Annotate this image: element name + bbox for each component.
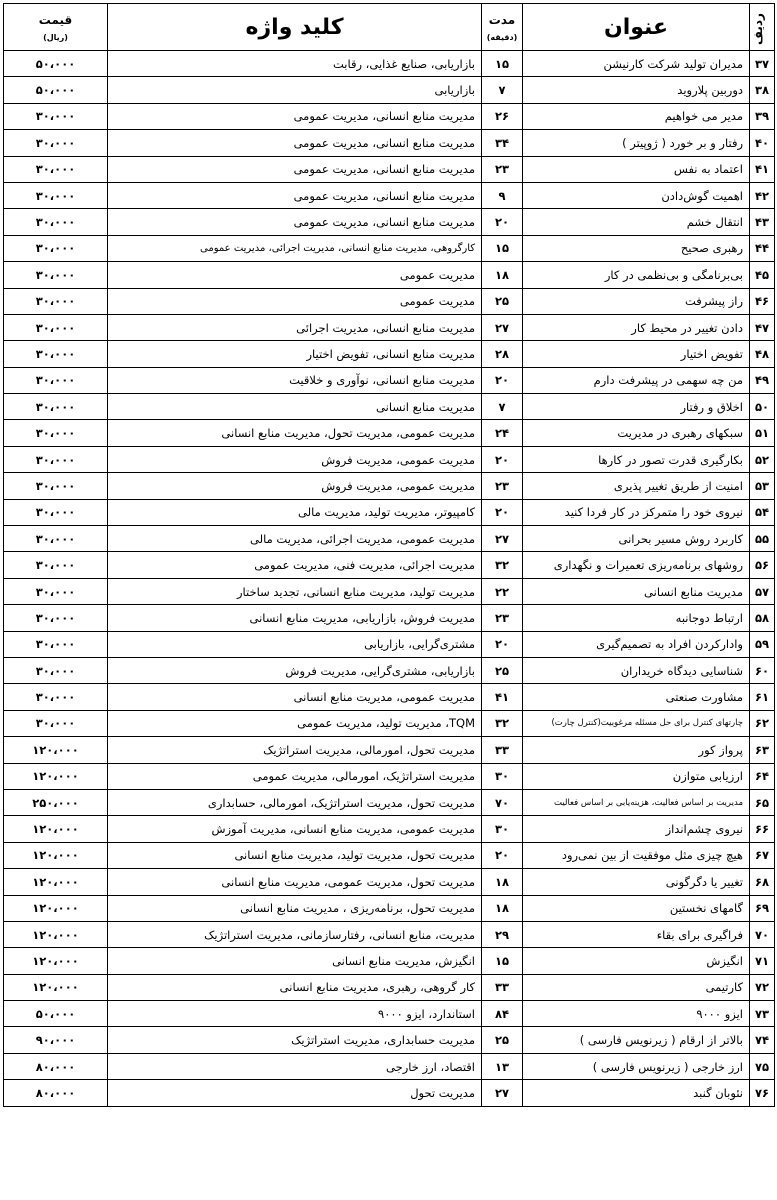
table-row bbox=[4, 710, 775, 736]
row-keywords: بازاریابی، مشتری‌گرایی، مدیریت فروش bbox=[108, 657, 482, 683]
row-price: ۱۲۰،۰۰۰ bbox=[4, 737, 108, 763]
row-index: ۵۷ bbox=[750, 578, 775, 604]
row-index: ۶۵ bbox=[750, 789, 775, 815]
row-keywords: مدیریت عمومی، مدیریت منابع انسانی، مدیریت آموزش bbox=[108, 816, 482, 842]
table-row bbox=[4, 314, 775, 340]
row-price: ۳۰،۰۰۰ bbox=[4, 262, 108, 288]
row-index: ۴۵ bbox=[750, 262, 775, 288]
row-price: ۳۰،۰۰۰ bbox=[4, 103, 108, 129]
row-keywords: مدیریت منابع انسانی، مدیریت اجرائی bbox=[108, 314, 482, 340]
row-index: ۶۶ bbox=[750, 816, 775, 842]
row-duration: ۲۷ bbox=[482, 526, 523, 552]
table-row bbox=[4, 473, 775, 499]
row-index: ۳۹ bbox=[750, 103, 775, 129]
table-row bbox=[4, 182, 775, 208]
row-duration: ۲۳ bbox=[482, 156, 523, 182]
row-price: ۳۰،۰۰۰ bbox=[4, 182, 108, 208]
row-title: پرواز کور bbox=[523, 737, 750, 763]
row-duration: ۱۸ bbox=[482, 895, 523, 921]
row-duration: ۳۰ bbox=[482, 816, 523, 842]
row-duration: ۲۴ bbox=[482, 420, 523, 446]
row-index: ۶۷ bbox=[750, 842, 775, 868]
row-index: ۵۴ bbox=[750, 499, 775, 525]
row-title: ایزو ۹۰۰۰ bbox=[523, 1001, 750, 1027]
catalog-sheet bbox=[3, 3, 774, 1197]
row-duration: ۳۰ bbox=[482, 763, 523, 789]
row-index: ۵۸ bbox=[750, 605, 775, 631]
row-price: ۳۰،۰۰۰ bbox=[4, 631, 108, 657]
table-row bbox=[4, 130, 775, 156]
row-index: ۴۸ bbox=[750, 341, 775, 367]
row-duration: ۲۰ bbox=[482, 631, 523, 657]
header-duration-label: مدت bbox=[488, 12, 516, 27]
row-title: من چه سهمی در پیشرفت دارم bbox=[523, 367, 750, 393]
row-price: ۳۰،۰۰۰ bbox=[4, 420, 108, 446]
row-price: ۳۰،۰۰۰ bbox=[4, 605, 108, 631]
row-duration: ۱۸ bbox=[482, 262, 523, 288]
row-title: ارتباط دوجانبه bbox=[523, 605, 750, 631]
row-title: روشهای برنامه‌ریزی تعمیرات و نگهداری bbox=[523, 552, 750, 578]
row-duration: ۴۱ bbox=[482, 684, 523, 710]
table-row bbox=[4, 552, 775, 578]
row-keywords: مدیریت اجرائی، مدیریت فنی، مدیریت عمومی bbox=[108, 552, 482, 578]
row-duration: ۲۳ bbox=[482, 605, 523, 631]
row-title: مدیر می خواهیم bbox=[523, 103, 750, 129]
row-duration: ۲۶ bbox=[482, 103, 523, 129]
row-index: ۵۰ bbox=[750, 394, 775, 420]
table-row bbox=[4, 262, 775, 288]
table-row bbox=[4, 816, 775, 842]
row-keywords: مدیریت عمومی bbox=[108, 262, 482, 288]
row-keywords: مدیریت منابع انسانی، مدیریت عمومی bbox=[108, 103, 482, 129]
row-title: انتقال خشم bbox=[523, 209, 750, 235]
row-index: ۴۴ bbox=[750, 235, 775, 261]
row-duration: ۸۴ bbox=[482, 1001, 523, 1027]
row-title: چارتهای کنترل برای حل مسئله مرغوبیت(کنترل چارت) bbox=[523, 710, 750, 736]
header-duration-unit: (دقیقه) bbox=[486, 32, 518, 42]
row-duration: ۲۰ bbox=[482, 446, 523, 472]
row-index: ۴۶ bbox=[750, 288, 775, 314]
row-duration: ۲۳ bbox=[482, 473, 523, 499]
row-title: امنیت از طریق تغییر پذیری bbox=[523, 473, 750, 499]
row-title: ارز خارجی ( زیرنویس فارسی ) bbox=[523, 1053, 750, 1079]
row-index: ۵۹ bbox=[750, 631, 775, 657]
row-title: دادن تغییر در محیط کار bbox=[523, 314, 750, 340]
table-row bbox=[4, 1080, 775, 1106]
row-duration: ۲۲ bbox=[482, 578, 523, 604]
row-price: ۳۰،۰۰۰ bbox=[4, 341, 108, 367]
header-row bbox=[4, 4, 775, 51]
row-keywords: مدیریت منابع انسانی، مدیریت عمومی bbox=[108, 130, 482, 156]
row-index: ۶۸ bbox=[750, 869, 775, 895]
row-title: دوربین پلاروید bbox=[523, 77, 750, 103]
catalog-table bbox=[3, 3, 775, 1107]
table-row bbox=[4, 394, 775, 420]
row-index: ۶۱ bbox=[750, 684, 775, 710]
table-row bbox=[4, 737, 775, 763]
row-index: ۴۰ bbox=[750, 130, 775, 156]
row-price: ۸۰،۰۰۰ bbox=[4, 1080, 108, 1106]
table-row bbox=[4, 684, 775, 710]
row-keywords: مدیریت منابع انسانی، نوآوری و خلاقیت bbox=[108, 367, 482, 393]
row-keywords: کارگروهی، مدیریت منابع انسانی، مدیریت اجرائی، مدیریت عمومی bbox=[108, 235, 482, 261]
row-price: ۱۲۰،۰۰۰ bbox=[4, 895, 108, 921]
row-price: ۱۲۰،۰۰۰ bbox=[4, 816, 108, 842]
row-title: سبکهای رهبری در مدیریت bbox=[523, 420, 750, 446]
table-row bbox=[4, 763, 775, 789]
row-price: ۱۲۰،۰۰۰ bbox=[4, 948, 108, 974]
row-keywords: مدیریت عمومی، مدیریت تحول، مدیریت منابع انسانی bbox=[108, 420, 482, 446]
table-row bbox=[4, 605, 775, 631]
table-row bbox=[4, 895, 775, 921]
row-duration: ۳۴ bbox=[482, 130, 523, 156]
row-price: ۵۰،۰۰۰ bbox=[4, 51, 108, 77]
row-index: ۷۵ bbox=[750, 1053, 775, 1079]
row-price: ۵۰،۰۰۰ bbox=[4, 77, 108, 103]
row-keywords: مدیریت منابع انسانی، مدیریت عمومی bbox=[108, 156, 482, 182]
row-duration: ۹ bbox=[482, 182, 523, 208]
row-title: مشاورت صنعتی bbox=[523, 684, 750, 710]
row-duration: ۱۵ bbox=[482, 948, 523, 974]
row-duration: ۲۰ bbox=[482, 367, 523, 393]
row-keywords: مدیریت حسابداری، مدیریت استراتژیک bbox=[108, 1027, 482, 1053]
row-duration: ۱۸ bbox=[482, 869, 523, 895]
row-title: گامهای نخستین bbox=[523, 895, 750, 921]
row-keywords: مدیریت عمومی bbox=[108, 288, 482, 314]
row-price: ۳۰،۰۰۰ bbox=[4, 288, 108, 314]
row-title: انگیزش bbox=[523, 948, 750, 974]
row-title: تفویض اختیار bbox=[523, 341, 750, 367]
row-keywords: مدیریت عمومی، مدیریت منابع انسانی bbox=[108, 684, 482, 710]
header-price bbox=[4, 4, 108, 51]
row-keywords: مدیریت تولید، مدیریت منابع انسانی، تجدید ساختار bbox=[108, 578, 482, 604]
header-index: ردیف bbox=[750, 4, 775, 51]
row-price: ۱۲۰،۰۰۰ bbox=[4, 842, 108, 868]
table-row bbox=[4, 842, 775, 868]
row-keywords: بازاریابی، صنایع غذایی، رقابت bbox=[108, 51, 482, 77]
table-row bbox=[4, 235, 775, 261]
row-price: ۳۰،۰۰۰ bbox=[4, 710, 108, 736]
row-index: ۷۶ bbox=[750, 1080, 775, 1106]
row-index: ۶۹ bbox=[750, 895, 775, 921]
table-row bbox=[4, 103, 775, 129]
row-keywords: انگیزش، مدیریت منابع انسانی bbox=[108, 948, 482, 974]
row-duration: ۱۵ bbox=[482, 235, 523, 261]
row-price: ۱۲۰،۰۰۰ bbox=[4, 921, 108, 947]
row-title: کاربرد روش مسیر بحرانی bbox=[523, 526, 750, 552]
row-title: مدیران تولید شرکت کارنیشن bbox=[523, 51, 750, 77]
header-duration bbox=[482, 4, 523, 51]
row-price: ۱۲۰،۰۰۰ bbox=[4, 974, 108, 1000]
row-keywords: مشتری‌گرایی، بازاریابی bbox=[108, 631, 482, 657]
row-keywords: مدیریت تحول، برنامه‌ریزی ، مدیریت منابع انسانی bbox=[108, 895, 482, 921]
row-price: ۳۰،۰۰۰ bbox=[4, 684, 108, 710]
row-price: ۱۲۰،۰۰۰ bbox=[4, 763, 108, 789]
row-price: ۳۰،۰۰۰ bbox=[4, 473, 108, 499]
row-index: ۶۲ bbox=[750, 710, 775, 736]
row-keywords: مدیریت، منابع انسانی، رفتارسازمانی، مدیریت استراتژیک bbox=[108, 921, 482, 947]
row-title: بالاتر از ارقام ( زیرنویس فارسی ) bbox=[523, 1027, 750, 1053]
row-keywords: اقتصاد، ارز خارجی bbox=[108, 1053, 482, 1079]
row-price: ۳۰،۰۰۰ bbox=[4, 394, 108, 420]
row-keywords: مدیریت منابع انسانی، مدیریت عمومی bbox=[108, 182, 482, 208]
row-price: ۵۰،۰۰۰ bbox=[4, 1001, 108, 1027]
row-keywords: مدیریت منابع انسانی، تفویض اختیار bbox=[108, 341, 482, 367]
row-keywords: TQM، مدیریت تولید، مدیریت عمومی bbox=[108, 710, 482, 736]
table-row bbox=[4, 51, 775, 77]
row-index: ۷۰ bbox=[750, 921, 775, 947]
row-keywords: مدیریت تحول، مدیریت عمومی، مدیریت منابع انسانی bbox=[108, 869, 482, 895]
row-duration: ۳۲ bbox=[482, 552, 523, 578]
row-index: ۷۲ bbox=[750, 974, 775, 1000]
row-duration: ۷ bbox=[482, 394, 523, 420]
row-title: بی‌برنامگی و بی‌نظمی در کار bbox=[523, 262, 750, 288]
row-duration: ۲۷ bbox=[482, 1080, 523, 1106]
row-price: ۲۵۰،۰۰۰ bbox=[4, 789, 108, 815]
row-duration: ۲۵ bbox=[482, 1027, 523, 1053]
row-price: ۳۰،۰۰۰ bbox=[4, 156, 108, 182]
table-row bbox=[4, 578, 775, 604]
row-index: ۷۴ bbox=[750, 1027, 775, 1053]
row-title: اعتماد به نفس bbox=[523, 156, 750, 182]
row-keywords: مدیریت فروش، بازاریابی، مدیریت منابع انسانی bbox=[108, 605, 482, 631]
row-price: ۳۰،۰۰۰ bbox=[4, 209, 108, 235]
row-title: اهمیت گوش‌دادن bbox=[523, 182, 750, 208]
row-duration: ۷۰ bbox=[482, 789, 523, 815]
table-row bbox=[4, 446, 775, 472]
row-price: ۸۰،۰۰۰ bbox=[4, 1053, 108, 1079]
row-index: ۵۵ bbox=[750, 526, 775, 552]
row-title: کارتیمی bbox=[523, 974, 750, 1000]
row-title: وادارکردن افراد به تصمیم‌گیری bbox=[523, 631, 750, 657]
row-duration: ۳۳ bbox=[482, 737, 523, 763]
row-duration: ۲۰ bbox=[482, 842, 523, 868]
row-duration: ۲۰ bbox=[482, 499, 523, 525]
row-price: ۳۰،۰۰۰ bbox=[4, 446, 108, 472]
table-row bbox=[4, 1053, 775, 1079]
row-duration: ۲۵ bbox=[482, 657, 523, 683]
row-duration: ۱۳ bbox=[482, 1053, 523, 1079]
row-duration: ۲۰ bbox=[482, 209, 523, 235]
row-keywords: مدیریت تحول، مدیریت تولید، مدیریت منابع انسانی bbox=[108, 842, 482, 868]
row-title: تغییر یا دگرگونی bbox=[523, 869, 750, 895]
row-title: مدیریت منابع انسانی bbox=[523, 578, 750, 604]
row-index: ۶۳ bbox=[750, 737, 775, 763]
row-title: نیروی خود را متمرکز در کار فردا کنید bbox=[523, 499, 750, 525]
row-keywords: مدیریت تحول bbox=[108, 1080, 482, 1106]
table-row bbox=[4, 789, 775, 815]
row-index: ۵۳ bbox=[750, 473, 775, 499]
row-price: ۳۰،۰۰۰ bbox=[4, 657, 108, 683]
row-price: ۳۰،۰۰۰ bbox=[4, 526, 108, 552]
row-keywords: مدیریت منابع انسانی bbox=[108, 394, 482, 420]
row-title: شناسایی دیدگاه خریداران bbox=[523, 657, 750, 683]
table-row bbox=[4, 869, 775, 895]
row-keywords: مدیریت تحول، امورمالی، مدیریت استراتژیک bbox=[108, 737, 482, 763]
row-title: ارزیابی متوازن bbox=[523, 763, 750, 789]
row-index: ۴۱ bbox=[750, 156, 775, 182]
table-row bbox=[4, 526, 775, 552]
row-index: ۵۲ bbox=[750, 446, 775, 472]
row-keywords: کامپیوتر، مدیریت تولید، مدیریت مالی bbox=[108, 499, 482, 525]
table-row bbox=[4, 921, 775, 947]
row-price: ۳۰،۰۰۰ bbox=[4, 552, 108, 578]
table-row bbox=[4, 367, 775, 393]
row-title: هیچ چیزی مثل موفقیت از بین نمی‌رود bbox=[523, 842, 750, 868]
row-title: رفتار و بر خورد ( ژوپیتر ) bbox=[523, 130, 750, 156]
row-index: ۴۳ bbox=[750, 209, 775, 235]
row-index: ۷۱ bbox=[750, 948, 775, 974]
table-row bbox=[4, 499, 775, 525]
row-keywords: مدیریت عمومی، مدیریت اجرائی، مدیریت مالی bbox=[108, 526, 482, 552]
table-row bbox=[4, 420, 775, 446]
row-price: ۳۰،۰۰۰ bbox=[4, 499, 108, 525]
row-duration: ۲۸ bbox=[482, 341, 523, 367]
row-title: نیروی چشم‌انداز bbox=[523, 816, 750, 842]
row-price: ۳۰،۰۰۰ bbox=[4, 235, 108, 261]
row-index: ۵۶ bbox=[750, 552, 775, 578]
row-title: مدیریت بر اساس فعالیت، هزینه‌یابی بر اساس فعالیت bbox=[523, 789, 750, 815]
row-price: ۱۲۰،۰۰۰ bbox=[4, 869, 108, 895]
row-title: راز پیشرفت bbox=[523, 288, 750, 314]
table-row bbox=[4, 948, 775, 974]
row-title: نئوبان گنبد bbox=[523, 1080, 750, 1106]
row-title: رهبری صحیح bbox=[523, 235, 750, 261]
row-duration: ۳۳ bbox=[482, 974, 523, 1000]
row-keywords: مدیریت عمومی، مدیریت فروش bbox=[108, 446, 482, 472]
row-keywords: مدیریت استراتژیک، امورمالی، مدیریت عمومی bbox=[108, 763, 482, 789]
row-title: اخلاق و رفتار bbox=[523, 394, 750, 420]
row-keywords: مدیریت عمومی، مدیریت فروش bbox=[108, 473, 482, 499]
row-keywords: استاندارد، ایزو ۹۰۰۰ bbox=[108, 1001, 482, 1027]
header-title: عنوان bbox=[523, 4, 750, 51]
row-title: فراگیری برای بقاء bbox=[523, 921, 750, 947]
row-price: ۳۰،۰۰۰ bbox=[4, 578, 108, 604]
row-keywords: بازاریابی bbox=[108, 77, 482, 103]
row-price: ۳۰،۰۰۰ bbox=[4, 367, 108, 393]
row-index: ۳۷ bbox=[750, 51, 775, 77]
row-duration: ۲۵ bbox=[482, 288, 523, 314]
row-title: بکارگیری قدرت تصور در کارها bbox=[523, 446, 750, 472]
row-index: ۴۹ bbox=[750, 367, 775, 393]
row-duration: ۳۲ bbox=[482, 710, 523, 736]
table-body bbox=[4, 51, 775, 1107]
table-row bbox=[4, 288, 775, 314]
row-price: ۳۰،۰۰۰ bbox=[4, 130, 108, 156]
table-row bbox=[4, 77, 775, 103]
row-keywords: مدیریت تحول، مدیریت استراتژیک، امورمالی، حسابداری bbox=[108, 789, 482, 815]
table-row bbox=[4, 1027, 775, 1053]
header-keywords: کلید واژه bbox=[108, 4, 482, 51]
header-price-label: قیمت bbox=[38, 12, 73, 27]
row-index: ۴۲ bbox=[750, 182, 775, 208]
row-duration: ۲۹ bbox=[482, 921, 523, 947]
table-row bbox=[4, 156, 775, 182]
row-price: ۳۰،۰۰۰ bbox=[4, 314, 108, 340]
row-index: ۷۳ bbox=[750, 1001, 775, 1027]
row-keywords: مدیریت منابع انسانی، مدیریت عمومی bbox=[108, 209, 482, 235]
row-duration: ۲۷ bbox=[482, 314, 523, 340]
table-row bbox=[4, 631, 775, 657]
table-row bbox=[4, 1001, 775, 1027]
row-index: ۶۴ bbox=[750, 763, 775, 789]
row-index: ۵۱ bbox=[750, 420, 775, 446]
table-row bbox=[4, 974, 775, 1000]
table-row bbox=[4, 657, 775, 683]
table-row bbox=[4, 209, 775, 235]
header-price-unit: (ریال) bbox=[43, 32, 68, 42]
row-duration: ۷ bbox=[482, 77, 523, 103]
row-index: ۶۰ bbox=[750, 657, 775, 683]
row-index: ۳۸ bbox=[750, 77, 775, 103]
table-row bbox=[4, 341, 775, 367]
row-keywords: کار گروهی، رهبری، مدیریت منابع انسانی bbox=[108, 974, 482, 1000]
row-duration: ۱۵ bbox=[482, 51, 523, 77]
row-price: ۹۰،۰۰۰ bbox=[4, 1027, 108, 1053]
row-index: ۴۷ bbox=[750, 314, 775, 340]
